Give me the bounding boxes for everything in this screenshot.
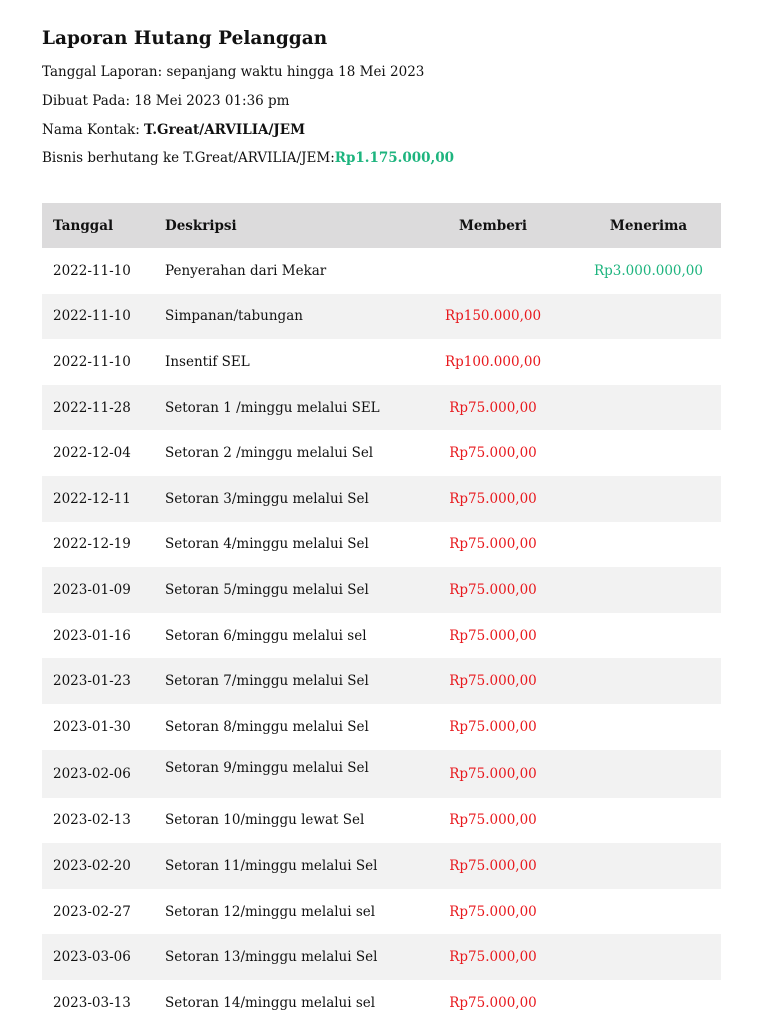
contact-name: T.Great/ARVILIA/JEM bbox=[144, 122, 306, 138]
row-receive bbox=[576, 567, 721, 613]
row-receive bbox=[576, 613, 721, 659]
table-row bbox=[42, 750, 721, 798]
table-row bbox=[42, 843, 721, 889]
header-receive: Menerima bbox=[609, 217, 688, 234]
row-give: Rp75.000,00 bbox=[449, 718, 537, 735]
header-date: Tanggal bbox=[53, 217, 114, 234]
row-give: Rp75.000,00 bbox=[449, 903, 537, 920]
row-description: Setoran 5/minggu melalui Sel bbox=[165, 581, 369, 598]
row-receive: Rp3.000.000,00 bbox=[594, 262, 703, 279]
row-give: Rp75.000,00 bbox=[449, 581, 537, 598]
row-description: Setoran 7/minggu melalui Sel bbox=[165, 673, 369, 690]
row-date: 2023-01-16 bbox=[53, 627, 131, 644]
row-description: Setoran 14/minggu melalui sel bbox=[165, 994, 376, 1011]
row-date: 2023-02-27 bbox=[53, 903, 131, 920]
row-date: 2023-01-09 bbox=[53, 581, 131, 598]
row-description: Setoran 10/minggu lewat Sel bbox=[165, 812, 365, 829]
table-row bbox=[42, 613, 721, 659]
row-date: 2022-11-10 bbox=[53, 262, 131, 279]
row-receive bbox=[576, 798, 721, 844]
row-give: Rp75.000,00 bbox=[449, 627, 537, 644]
table-row bbox=[42, 385, 721, 431]
row-description: Setoran 3/minggu melalui Sel bbox=[165, 490, 369, 507]
row-description: Setoran 6/minggu melalui sel bbox=[165, 627, 367, 644]
row-give: Rp75.000,00 bbox=[449, 673, 537, 690]
table-row bbox=[42, 798, 721, 844]
table-row bbox=[42, 522, 721, 568]
table-row bbox=[42, 704, 721, 750]
row-receive bbox=[576, 476, 721, 522]
row-description: Setoran 11/minggu melalui Sel bbox=[165, 857, 378, 874]
table-row bbox=[42, 934, 721, 980]
row-description: Insentif SEL bbox=[165, 353, 250, 370]
row-give: Rp75.000,00 bbox=[449, 812, 537, 829]
row-give: Rp75.000,00 bbox=[449, 857, 537, 874]
row-description: Setoran 9/minggu melalui Sel bbox=[165, 759, 369, 776]
row-date: 2023-03-13 bbox=[53, 994, 131, 1011]
table-row bbox=[42, 430, 721, 476]
row-description: Setoran 1 /minggu melalui SEL bbox=[165, 399, 380, 416]
row-receive bbox=[576, 934, 721, 980]
row-receive bbox=[576, 658, 721, 704]
row-receive bbox=[576, 339, 721, 385]
row-date: 2022-11-28 bbox=[53, 399, 131, 416]
row-date: 2022-12-11 bbox=[53, 490, 131, 507]
row-give: Rp75.000,00 bbox=[449, 399, 537, 416]
report-title: Laporan Hutang Pelanggan bbox=[42, 28, 328, 49]
row-receive bbox=[576, 294, 721, 340]
table-row bbox=[42, 339, 721, 385]
row-date: 2022-12-04 bbox=[53, 445, 131, 462]
row-give bbox=[410, 248, 576, 294]
row-date: 2022-11-10 bbox=[53, 308, 131, 325]
row-receive bbox=[576, 750, 721, 798]
row-give: Rp75.000,00 bbox=[449, 765, 537, 782]
row-description: Setoran 12/minggu melalui sel bbox=[165, 903, 376, 920]
row-date: 2023-02-20 bbox=[53, 857, 131, 874]
row-description: Simpanan/tabungan bbox=[165, 308, 303, 325]
row-date: 2023-01-23 bbox=[53, 673, 131, 690]
row-give: Rp75.000,00 bbox=[449, 949, 537, 966]
row-date: 2022-11-10 bbox=[53, 353, 131, 370]
row-description: Setoran 13/minggu melalui Sel bbox=[165, 949, 378, 966]
debt-amount: Rp1.175.000,00 bbox=[334, 150, 455, 166]
table-header-row bbox=[42, 203, 721, 248]
debt-table bbox=[42, 203, 721, 1024]
table-row bbox=[42, 889, 721, 935]
row-give: Rp75.000,00 bbox=[449, 536, 537, 553]
row-description: Setoran 8/minggu melalui Sel bbox=[165, 718, 369, 735]
row-receive bbox=[576, 843, 721, 889]
row-date: 2023-02-06 bbox=[53, 765, 131, 782]
table-row bbox=[42, 980, 721, 1024]
row-give: Rp75.000,00 bbox=[449, 490, 537, 507]
row-receive bbox=[576, 889, 721, 935]
header-give: Memberi bbox=[458, 217, 528, 234]
table-row bbox=[42, 294, 721, 340]
row-receive bbox=[576, 522, 721, 568]
table-row bbox=[42, 476, 721, 522]
row-give: Rp150.000,00 bbox=[444, 308, 542, 325]
contact-line bbox=[42, 122, 305, 138]
report-created-line: Dibuat Pada: 18 Mei 2023 01:36 pm bbox=[42, 93, 290, 109]
row-date: 2023-03-06 bbox=[53, 949, 131, 966]
row-date: 2022-12-19 bbox=[53, 536, 131, 553]
contact-label: Nama Kontak: bbox=[42, 122, 145, 138]
table-row bbox=[42, 567, 721, 613]
row-receive bbox=[576, 385, 721, 431]
row-give: Rp75.000,00 bbox=[449, 994, 537, 1011]
table-row bbox=[42, 248, 721, 294]
row-description: Penyerahan dari Mekar bbox=[165, 262, 327, 279]
row-give: Rp100.000,00 bbox=[444, 353, 542, 370]
table-row bbox=[42, 658, 721, 704]
row-description: Setoran 4/minggu melalui Sel bbox=[165, 536, 369, 553]
report-date-line: Tanggal Laporan: sepanjang waktu hingga 18 Mei 2023 bbox=[42, 64, 425, 80]
row-description: Setoran 2 /minggu melalui Sel bbox=[165, 445, 374, 462]
row-receive bbox=[576, 980, 721, 1024]
row-give: Rp75.000,00 bbox=[449, 445, 537, 462]
row-date: 2023-02-13 bbox=[53, 812, 131, 829]
debt-label: Bisnis berhutang ke T.Great/ARVILIA/JEM: bbox=[42, 150, 335, 166]
debt-line bbox=[42, 150, 454, 166]
header-description: Deskripsi bbox=[165, 217, 237, 234]
row-receive bbox=[576, 704, 721, 750]
row-date: 2023-01-30 bbox=[53, 718, 131, 735]
row-receive bbox=[576, 430, 721, 476]
